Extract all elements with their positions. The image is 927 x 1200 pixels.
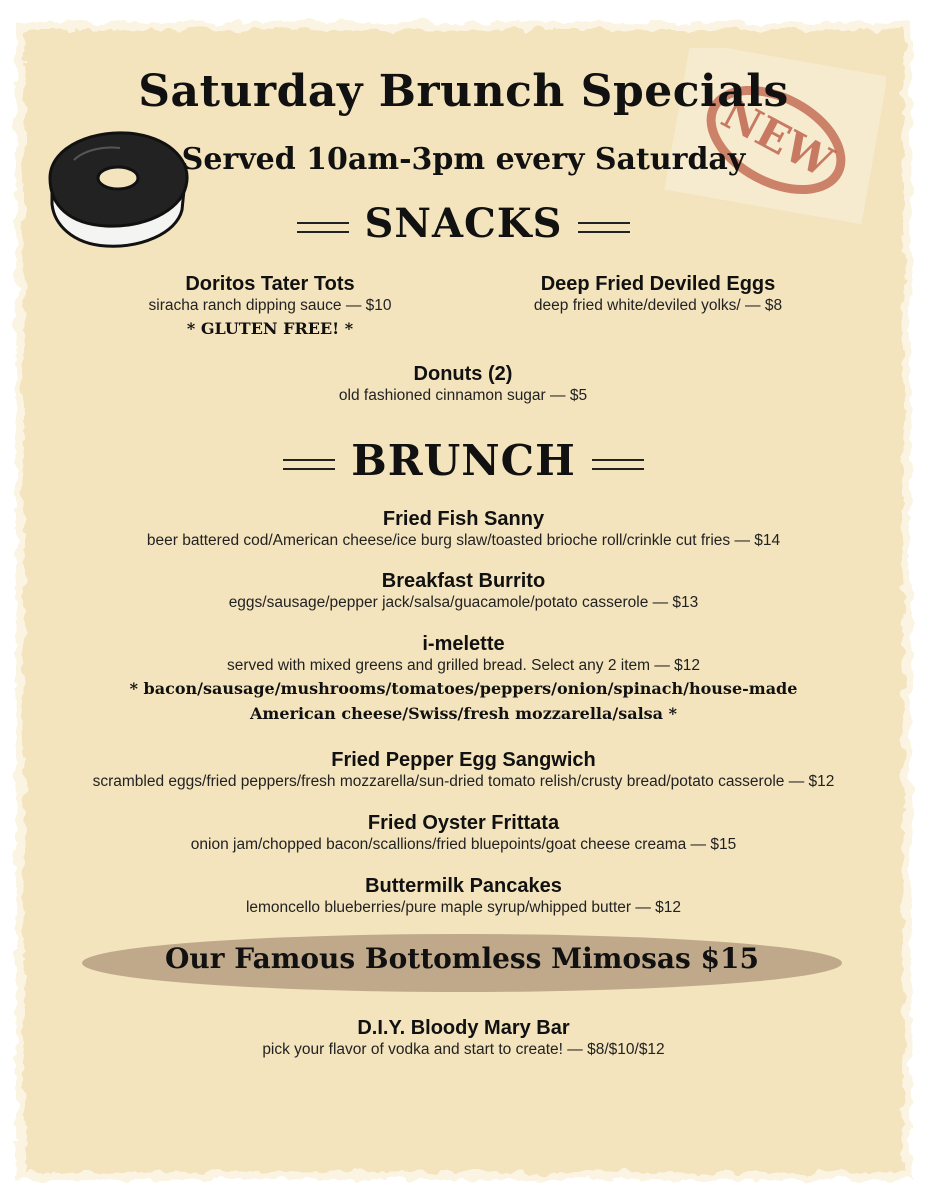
item-name: D.I.Y. Bloody Mary Bar (357, 1017, 570, 1039)
menu-subtitle: Served 10am-3pm every Saturday (181, 142, 746, 177)
brunch-heading (0, 436, 927, 485)
stamp-text: NEW (713, 88, 841, 188)
item-desc: served with mixed greens and grilled bread. Select any 2 item — $12 (227, 657, 700, 674)
item-desc: beer battered cod/American cheese/ice burg slaw/toasted brioche roll/crinkle cut fries — $14 (146, 532, 781, 549)
brunch-heading-text: BRUNCH (351, 436, 576, 485)
item-name: i-melette (422, 633, 505, 655)
item-desc: onion jam/chopped bacon/scallions/fried bluepoints/goat cheese creama — $15 (190, 836, 737, 853)
item-options-line-2: American cheese/Swiss/fresh mozzarella/salsa * (250, 704, 677, 723)
item-name: Donuts (2) (413, 363, 513, 385)
mimosa-banner-text: Our Famous Bottomless Mimosas $15 (165, 942, 759, 975)
snacks-heading-text: SNACKS (364, 200, 563, 247)
item-options-line-1: * bacon/sausage/mushrooms/tomatoes/peppers/onion/spinach/house-made (129, 679, 798, 698)
item-desc: pick your flavor of vodka and start to create! — $8/$10/$12 (262, 1041, 665, 1058)
heading-rule-right (578, 222, 630, 233)
heading-rule-right (592, 459, 644, 470)
item-name: Fried Oyster Frittata (367, 812, 560, 834)
menu-item-breakfast-burrito (40, 569, 887, 613)
item-name: Deep Fried Deviled Eggs (540, 273, 776, 295)
menu-item-fried-pepper-egg-sangwich (30, 748, 897, 792)
item-name: Buttermilk Pancakes (365, 875, 562, 897)
menu-item-bloody-mary-bar (40, 1016, 887, 1060)
item-desc: scrambled eggs/fried peppers/fresh mozzarella/sun-dried tomato relish/crusty bread/potato casserole — $12 (92, 773, 835, 790)
menu-title: Saturday Brunch Specials (138, 66, 789, 117)
menu-item-i-melette (40, 632, 887, 726)
item-desc: eggs/sausage/pepper jack/salsa/guacamole/potato casserole — $13 (228, 594, 699, 611)
item-note: * GLUTEN FREE! * (186, 319, 354, 338)
item-name: Breakfast Burrito (381, 570, 546, 592)
item-name: Doritos Tater Tots (185, 273, 355, 295)
item-desc: old fashioned cinnamon sugar — $5 (338, 387, 588, 404)
item-name: Fried Fish Sanny (382, 508, 545, 530)
snacks-heading (0, 200, 927, 247)
item-desc: siracha ranch dipping sauce — $10 (148, 297, 392, 314)
menu-item-buttermilk-pancakes (40, 874, 887, 918)
item-desc: deep fried white/deviled yolks/ — $8 (533, 297, 783, 314)
item-name: Fried Pepper Egg Sangwich (331, 749, 596, 771)
menu-item-doritos-tater-tots (100, 272, 440, 341)
menu-item-fried-fish-sanny (40, 507, 887, 551)
item-desc: lemoncello blueberries/pure maple syrup/whipped butter — $12 (245, 899, 682, 916)
menu-item-deep-fried-deviled-eggs (488, 272, 828, 316)
menu-item-donuts (213, 362, 713, 406)
menu-item-fried-oyster-frittata (40, 811, 887, 855)
heading-rule-left (297, 222, 349, 233)
heading-rule-left (283, 459, 335, 470)
